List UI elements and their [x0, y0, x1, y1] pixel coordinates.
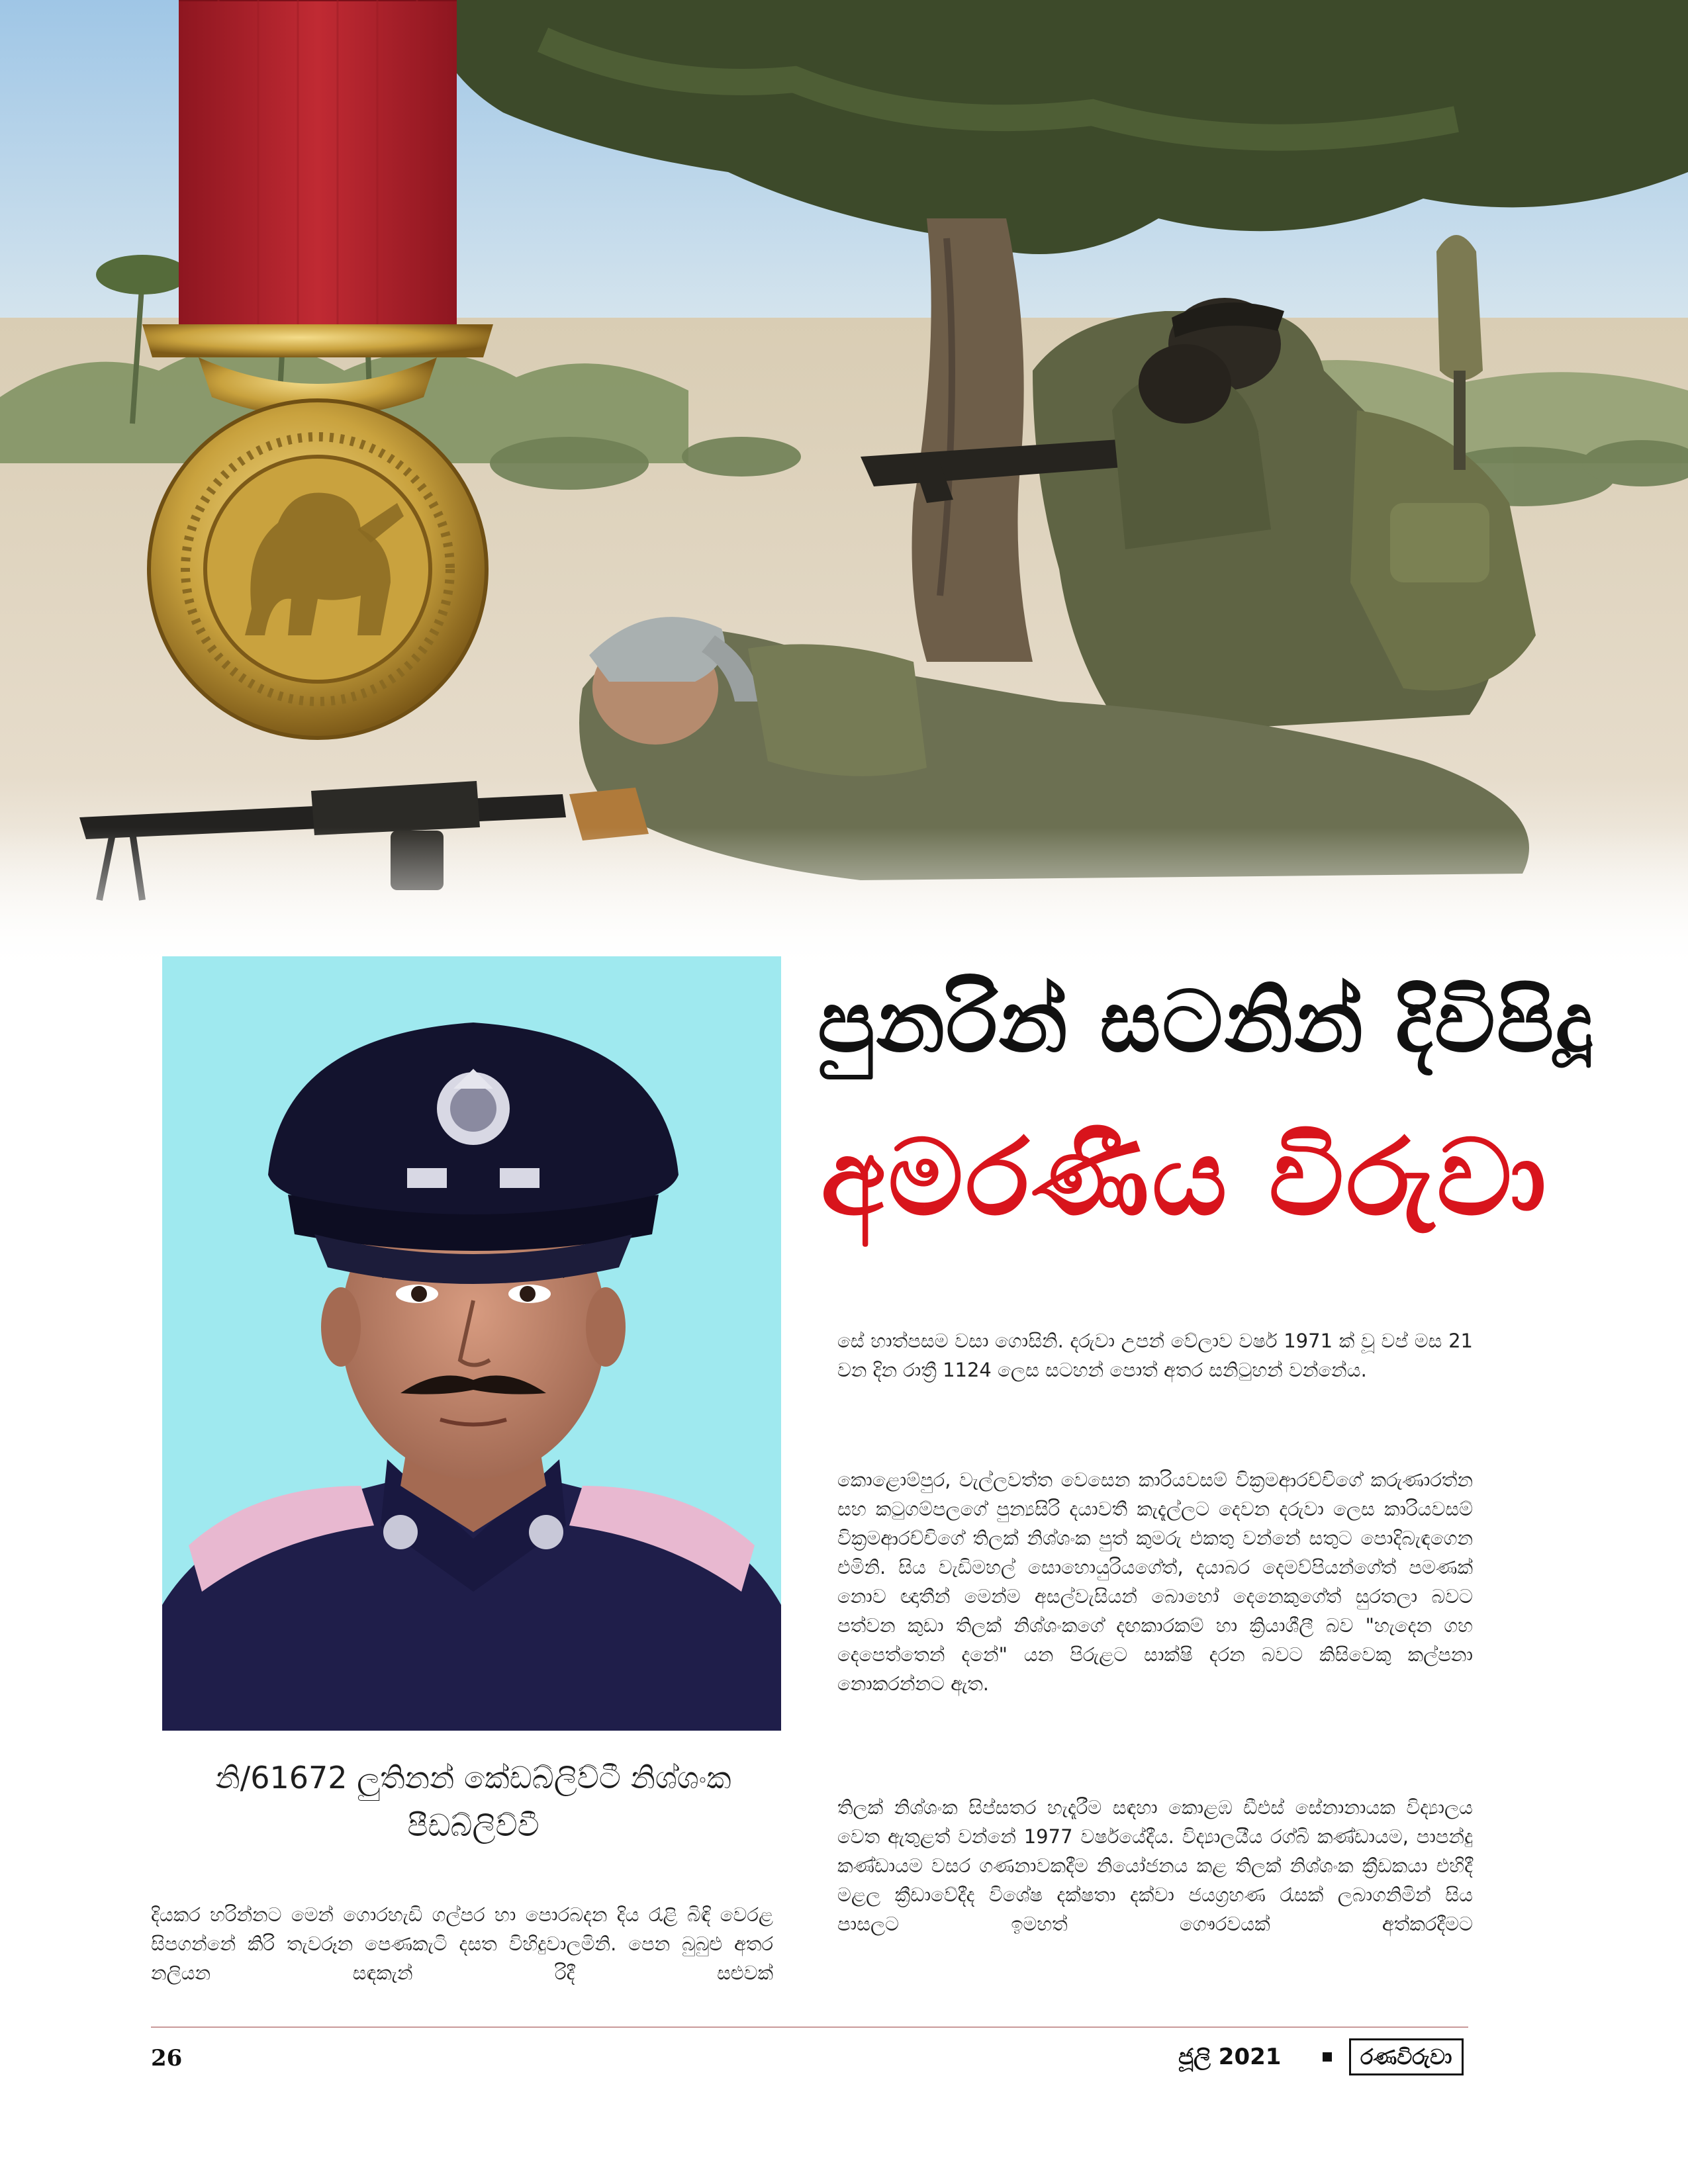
caption-line-1: නි/61672 ලුතිනන් කේඩබ්ලිව්ටී නිශ්ශංක — [215, 1760, 731, 1796]
footer-divider — [151, 2026, 1468, 2028]
issue-date: ජූලි 2021 — [1178, 2044, 1282, 2070]
portrait-photo — [162, 956, 781, 1731]
magazine-name: රණවිරුවා — [1349, 2038, 1464, 2075]
body-paragraph-left: දියකර හරින්නට මෙන් ගොරහැඩි ගල්පර හා පොරබදන දිය රැළි බිඳි වෙරළ සිපගන්නේ කිරි තැවරූන පෙණකැටි දසත විහිදුවාලමිනි. පෙන බුබුළු අතර නලියන සඳකැන් රිදී සළුවක් — [151, 1903, 773, 1984]
body-paragraph-2: කොළොම්පුර, වැල්ලවත්ත වෙසෙන කාරියවසම් වික්‍රමආරච්චිගේ කරුණාරත්න සහ කටුගම්පලගේ පුන්‍යසිරි දයාවතී කැදැල්ලට දෙවන දරුවා ලෙස කාරියවසම් වික්‍රමආරච්චිගේ තිලක් නිශ්ශංක පුත් කුමරු එකතු වන්නේ සතුට පොදිබැඳගෙන එමිනි. සිය වැඩිමහල් සොහොයුරියගේත්, දයාබර දෙමව්පියන්ගේත් පමණක් නොව ඥාතීන් මෙන්ම අසල්වැසියන් බොහෝ දෙනෙකුගේත් සුරතලා බවට පත්වන කුඩා තිලක් නිශ්ශංකගේ දඟකාරකම් හා ක්‍රියාශීලී බව "හැදෙන ගහ දෙපෙත්තෙන් දනේ" යන පිරුළට සාක්ෂි දරන බවට කිසිවෙකු කල්පනා නොකරන්නට ඇත. — [837, 1469, 1473, 1695]
caption-line-2: පීඩබ්ලිව්වී — [407, 1807, 539, 1843]
page-number: 26 — [151, 2045, 183, 2071]
headline-line-2: අමරණීය විරුවා — [821, 1117, 1549, 1239]
body-paragraph-3: තිලක් නිශ්ශංක සිප්සතර හැදෑරීම සඳහා කොළඹ ඩීඑස් සේනානායක විද්‍යාලය වෙත ඇතුළත් වන්නේ 1977 වර්ෂයේදීය. විද්‍යාලයීය රග්බි කණ්ඩායම, පාපන්දු කණ්ඩායම වසර ගණනාවකදීම නියෝජනය කළ තිලක් නිශ්ශංක ක්‍රීඩකයා එහිදී මළල ක්‍රීඩාවේදීද විශේෂ දක්ෂතා දක්වා ජයග්‍රහණ රැසක් ලබාගනිමින් සිය පාසලට ඉමහත් ගෞරවයක් අත්කරදීමට — [837, 1796, 1473, 1935]
hero-photo — [0, 0, 1688, 973]
body-paragraph-1: සේ හාත්පසම වසා ගොසිනි. දරුවා උපන් වේලාව වර්ෂ 1971 ක් වූ වප් මස 21 වන දින රාත්‍රී 1124 ලෙස සටහන් පොත් අතර සනිටුහන් වන්නේය. — [837, 1330, 1473, 1381]
headline-line-1: පුනරින් සටනින් දිවිපිදූ — [818, 973, 1595, 1071]
square-bullet-icon — [1323, 2052, 1332, 2062]
photo-caption — [132, 1754, 814, 1849]
